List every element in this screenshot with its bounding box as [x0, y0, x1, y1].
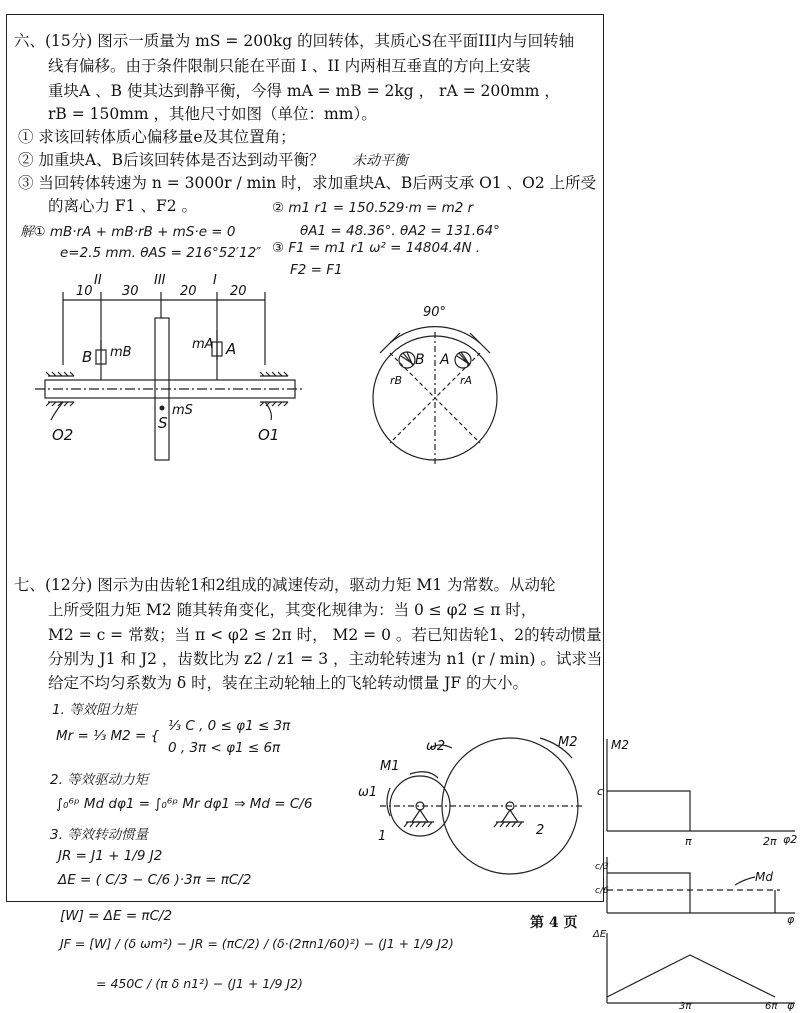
- label-O2: O2: [52, 426, 74, 444]
- q7-sol-mr-a: ⅓ C , 0 ≤ φ1 ≤ 3π: [168, 718, 291, 734]
- gear-label-1: 1: [378, 829, 387, 844]
- gear-label-w2: ω2: [426, 739, 446, 754]
- label-B: B: [82, 348, 93, 366]
- dim-10: 10: [76, 284, 93, 299]
- gear-train-figure: [350, 726, 590, 876]
- end-label-rB: rB: [390, 374, 403, 387]
- g3-x: φ: [787, 999, 795, 1012]
- q7-line4: 分别为 J1 和 J2 ，齿数比为 z2 / z1 = 3 ，主动轮转速为 n1 (r / min) 。试求当: [48, 650, 603, 668]
- plane-I: I: [213, 273, 217, 288]
- g3-ylabel: ΔE: [593, 929, 607, 940]
- end-label-B: B: [415, 352, 425, 368]
- q6-line2: 线有偏移。由于条件限制只能在平面 I 、II 内两相互垂直的方向上安装: [48, 57, 531, 75]
- q6-sol-5: ③ F1 = m1 r1 ω² = 14804.4N .: [272, 240, 481, 256]
- q7-sol-h3: 3. 等效转动惯量: [50, 827, 149, 843]
- q6-line1: 六、(15分) 图示一质量为 mS = 200kg 的回转体，其质心S在平面III内与回转轴: [14, 32, 575, 50]
- label-mS: mS: [172, 403, 193, 418]
- q7-sol-w: [W] = ΔE = πC/2: [60, 908, 173, 924]
- g1-ylabel: M2: [611, 738, 629, 752]
- dim-20a: 20: [180, 284, 197, 299]
- q6-item3: ③ 当回转体转速为 n = 3000r / min 时，求加重块A、B后两支承 O1 、O2 上所受: [18, 174, 597, 192]
- q6-sol-3: ② m1 r1 = 150.529·m = m2 r: [272, 200, 474, 216]
- label-O1: O1: [258, 426, 280, 444]
- gear-label-M2: M2: [558, 735, 578, 750]
- g3-end: 6π: [765, 1001, 778, 1012]
- q6-line4: rB = 150mm ，其他尺寸如图（单位：mm）。: [48, 105, 377, 123]
- q7-sol-md: ∫₀⁶ᵖ Md dφ1 = ∫₀⁶ᵖ Mr dφ1 ⇒ Md = C/6: [56, 796, 313, 812]
- plane-III: III: [154, 273, 166, 288]
- q6-sol-2: e=2.5 mm. θAS = 216°52′12″: [60, 245, 262, 261]
- q6-item1: ① 求该回转体质心偏移量e及其位置角；: [18, 128, 296, 146]
- q7-sol-jf2: = 450C / (π δ n1²) − (J1 + 1/9 J2): [96, 976, 303, 991]
- q6-line3: 重块A 、B 使其达到静平衡，今得 mA = mB = 2kg ， rA = 200mm ，: [48, 82, 560, 100]
- page-number: 第 4 页: [530, 915, 578, 931]
- label-S: S: [158, 414, 168, 432]
- end-label-rA: rA: [460, 374, 473, 387]
- q6-sol-4: θA1 = 48.36°. θA2 = 131.64°: [300, 223, 500, 239]
- g1-pi: π: [685, 835, 692, 848]
- q7-sol-h2: 2. 等效驱动力矩: [50, 772, 149, 788]
- q7-line2: 上所受阻力矩 M2 随其转角变化，其变化规律为：当 0 ≤ φ2 ≤ π 时，: [48, 601, 537, 619]
- q7-line1: 七、(12分) 图示为由齿轮1和2组成的减速传动，驱动力矩 M1 为常数。从动轮: [14, 576, 556, 594]
- q6-item3b: 的离心力 F1 、F2 。: [48, 197, 198, 215]
- g1-x: φ2: [783, 833, 798, 846]
- q6-sol-6: F2 = F1: [290, 262, 343, 278]
- rotor-end-view-figure: [360, 298, 510, 468]
- angle-90: 90°: [423, 305, 447, 320]
- plane-II: II: [94, 273, 102, 288]
- q7-line5: 给定不均匀系数为 δ 时，装在主动轮轴上的飞轮转动惯量 JF 的大小。: [48, 674, 529, 692]
- q7-sol-de: ΔE = ( C/3 − C/6 )·3π = πC/2: [58, 872, 252, 888]
- q7-line3: M2 = c = 常数；当 π < φ2 ≤ 2π 时， M2 = 0 。若已知齿轮1、2的转动惯量: [48, 626, 602, 644]
- g2-md: Md: [755, 870, 773, 884]
- gear-label-w1: ω1: [358, 785, 378, 800]
- q6-item2-answer: 未动平衡: [352, 153, 408, 169]
- gear-label-2: 2: [536, 823, 545, 838]
- g2-x: φ: [787, 913, 795, 926]
- g2-c6: c/6: [595, 886, 609, 896]
- gear-label-M1: M1: [380, 759, 400, 774]
- g1-c: c: [597, 785, 604, 798]
- q7-sol-jr: JR = J1 + 1/9 J2: [58, 848, 163, 864]
- dim-30: 30: [122, 284, 139, 299]
- q7-sol-jf1: JF = [W] / (δ ωm²) − JR = (πC/2) / (δ·(2πn1/60)²) − (J1 + 1/9 J2): [60, 936, 454, 951]
- end-label-A: A: [440, 352, 450, 368]
- label-mA: mA: [192, 337, 214, 352]
- q7-sol-mr: Mr = ⅓ M2 = {: [56, 728, 160, 744]
- g3-mid: 3π: [679, 1001, 692, 1012]
- dim-20b: 20: [230, 284, 247, 299]
- q7-sol-mr-b: 0 , 3π < φ1 ≤ 6π: [168, 740, 281, 756]
- moment-graphs: [595, 735, 800, 1010]
- label-A: A: [226, 340, 237, 358]
- q6-sol-1: 解① mB·rA + mB·rB + mS·e = 0: [20, 224, 236, 240]
- q6-item2: ② 加重块A、B后该回转体是否达到动平衡？: [18, 151, 325, 169]
- label-mB: mB: [110, 345, 132, 360]
- q7-sol-h1: 1. 等效阻力矩: [52, 702, 137, 718]
- g2-c3: c/3: [595, 862, 609, 872]
- rotor-shaft-figure: [30, 270, 310, 470]
- g1-2pi: 2π: [763, 835, 777, 848]
